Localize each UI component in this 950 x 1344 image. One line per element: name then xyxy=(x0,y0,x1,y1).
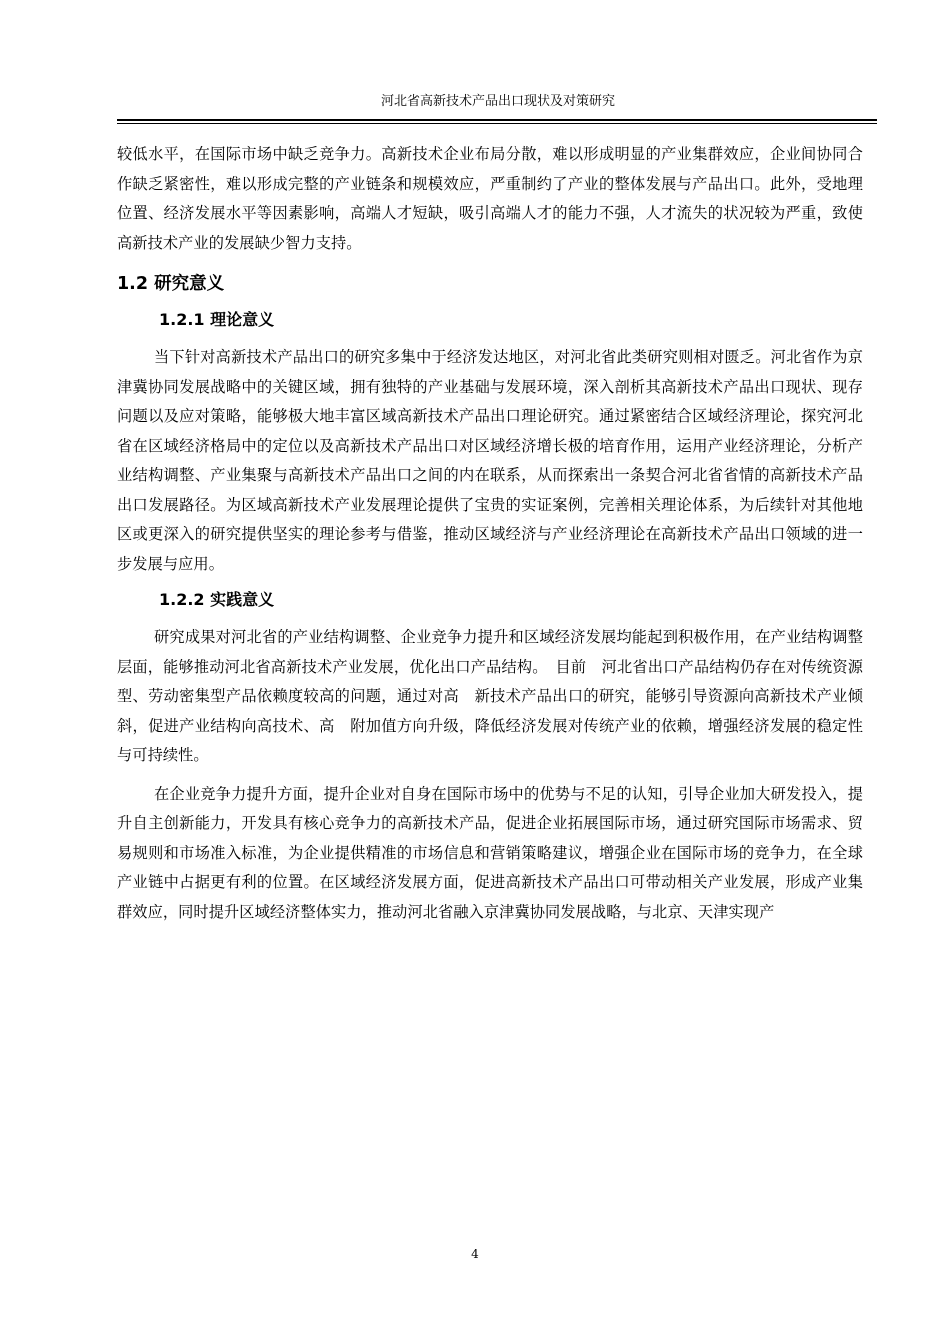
running-header: 河北省高新技术产品出口现状及对策研究 xyxy=(380,94,615,109)
page-number: 4 xyxy=(471,1247,479,1261)
practice-significance-paragraph-2: 在企业竞争力提升方面，提升企业对自身在国际市场中的优势与不足的认知，引导企业加大研发投入，提升自主创新能力，开发具有核心竞争力的高新技术产品，促进企业拓展国际市场，通过研究国际市场需求、贸易规则和市场准入标准，为企业提供精准的市场信息和营销策略建议，增强企业在国际市场的竞争力，在全球产业链中占据更有利的位置。在区域经济发展方面，促进高新技术产品出口可带动相关产业发展，形成产业集群效应，同时提升区域经济整体实力，推动河北省融入京津冀协同发展战略，与北京、天津实现产 xyxy=(117,784,863,921)
section-heading-1-2: 1.2 研究意义 xyxy=(117,274,225,294)
header-rule-thick xyxy=(117,119,877,121)
header-rule-thin xyxy=(117,123,877,124)
page-body xyxy=(117,140,863,927)
intro-paragraph: 较低水平，在国际市场中缺乏竞争力。高新技术企业布局分散，难以形成明显的产业集群效应，企业间协同合作缺乏紧密性，难以形成完整的产业链条和规模效应，严重制约了产业的整体发展与产品出口。此外，受地理位置、经济发展水平等因素影响，高端人才短缺，吸引高端人才的能力不强，人才流失的状况较为严重，致使高新技术产业的发展缺少智力支持。 xyxy=(117,145,863,252)
section-heading-1-2-2: 1.2.2 实践意义 xyxy=(159,590,275,609)
section-heading-1-2-1: 1.2.1 理论意义 xyxy=(159,310,275,329)
practice-significance-paragraph-1: 研究成果对河北省的产业结构调整、企业竞争力提升和区域经济发展均能起到积极作用，在产业结构调整层面，能够推动河北省高新技术产业发展，优化出口产品结构。 目前 河北省出口产品结构仍存在对传统资源型、劳动密集型产品依赖度较高的问题，通过对高 新技术产品出口的研究，能够引导资源向高新技术产业倾斜，促进产业结构向高技术、高 附加值方向升级，降低经济发展对传统产业的依赖，增强经济发展的稳定性与可持续性。 xyxy=(117,628,863,764)
theory-significance-paragraph: 当下针对高新技术产品出口的研究多集中于经济发达地区，对河北省此类研究则相对匮乏。河北省作为京津冀协同发展战略中的关键区域，拥有独特的产业基础与发展环境，深入剖析其高新技术产品出口现状、现存问题以及应对策略，能够极大地丰富区域高新技术产品出口理论研究。通过紧密结合区域经济理论，探究河北省在区域经济格局中的定位以及高新技术产品出口对区域经济增长极的培育作用，运用产业经济理论，分析产业结构调整、产业集聚与高新技术产品出口之间的内在联系，从而探索出一条契合河北省省情的高新技术产品出口发展路径。为区域高新技术产业发展理论提供了宝贵的实证案例，完善相关理论体系，为后续针对其他地区或更深入的研究提供坚实的理论参考与借鉴，推动区域经济与产业经济理论在高新技术产品出口领域的进一步发展与应用。 xyxy=(117,348,863,573)
